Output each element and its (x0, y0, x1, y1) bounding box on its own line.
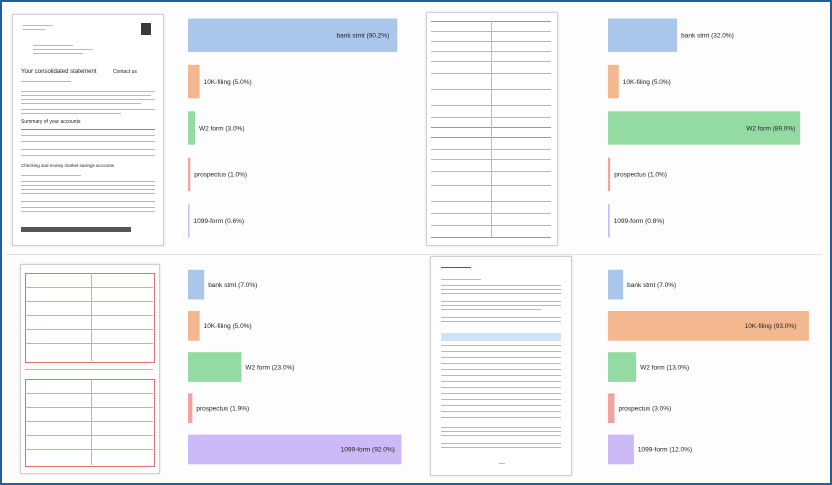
bar-label-1099-form: 1099-form (0.6%) (193, 218, 245, 226)
bar-w2-form (188, 111, 195, 144)
chart-svg (186, 6, 422, 250)
doc-thumbnail-1099-form (20, 264, 160, 474)
bar-prospectus (188, 393, 192, 423)
bar-label-bank-stmt: bank stmt (7.0%) (208, 281, 258, 289)
summary-heading: Summary of your accounts (21, 119, 81, 125)
bar-label-w2-form: W2 form (3.0%) (199, 125, 245, 133)
doc-thumbnail-bank-statement (12, 14, 164, 246)
bar-bank-stmt (608, 19, 677, 52)
bar-label-w2-form: W2 form (23.0%) (245, 364, 295, 372)
bar-w2-form (608, 352, 636, 382)
bar-10k-filing (608, 65, 619, 98)
bar-label-bank-stmt: bank stmt (7.0%) (627, 281, 677, 289)
bar-label-prospectus: prospectus (1.0%) (194, 171, 248, 179)
footer-bar (21, 227, 131, 232)
checking-section-heading: Checking and money market savings accounts (21, 163, 115, 168)
bar-label-1099-form: 1099-form (0.8%) (613, 218, 665, 226)
bar-prospectus (608, 393, 615, 423)
bar-label-bank-stmt: bank stmt (90.2%) (336, 32, 390, 40)
bar-label-1099-form: 1099-form (12.0%) (637, 446, 693, 454)
contact-label: Contact us (113, 69, 137, 75)
doc-thumbnail-w2-form (426, 12, 558, 246)
chart-svg (186, 258, 422, 476)
bar-label-1099-form: 1099-form (92.0%) (340, 446, 395, 454)
bar-1099-form (188, 204, 190, 237)
chart-bank-statement-predictions (186, 6, 422, 250)
bar-label-10k-filing: 10K-filing (5.0%) (203, 78, 252, 86)
statement-title: Your consolidated statement (21, 69, 97, 75)
chart-1099-form-predictions (186, 258, 422, 476)
table-highlight (441, 333, 561, 341)
bar-10k-filing (188, 311, 200, 341)
chart-svg (606, 258, 826, 476)
doc-thumbnail-10k-filing (430, 256, 572, 476)
row-divider (6, 254, 822, 255)
bar-label-prospectus: prospectus (1.0%) (614, 171, 667, 179)
bar-bank-stmt (608, 270, 623, 300)
chart-svg (606, 6, 826, 250)
bar-label-10k-filing: 10K-filing (5.0%) (203, 323, 252, 331)
bank-logo-icon (141, 23, 151, 35)
bar-1099-form (608, 204, 610, 237)
bar-label-10k-filing: 10K-filing (93.0%) (744, 323, 797, 331)
bar-1099-form (608, 435, 634, 465)
chart-10k-filing-predictions (606, 258, 826, 476)
bar-bank-stmt (188, 270, 204, 300)
bar-10k-filing (188, 65, 200, 98)
bar-label-10k-filing: 10K-filing (5.0%) (622, 78, 671, 86)
bar-label-bank-stmt: bank stmt (32.0%) (681, 32, 734, 40)
bar-prospectus (608, 158, 610, 191)
bar-prospectus (188, 158, 190, 191)
bar-label-w2-form: W2 form (13.0%) (640, 364, 690, 372)
bar-label-w2-form: W2 form (89.0%) (746, 125, 796, 133)
bar-label-prospectus: prospectus (3.0%) (618, 405, 672, 413)
bar-label-prospectus: prospectus (1.9%) (196, 405, 250, 413)
bar-w2-form (188, 352, 241, 382)
chart-w2-form-predictions (606, 6, 826, 250)
